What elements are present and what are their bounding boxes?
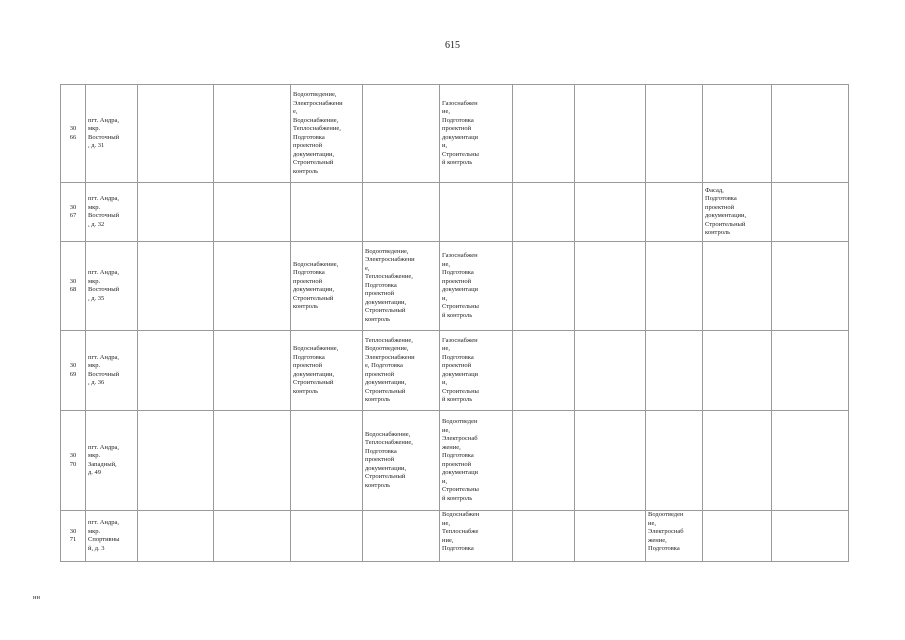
cell-text: Водоснабжение, Теплоснабжение, Подготовка проектной документации, Строительный контроль xyxy=(365,430,413,489)
work-type-cell xyxy=(291,411,363,511)
address-cell xyxy=(86,85,138,183)
cell-text: Газоснабжен ие, Подготовка проектной документаци и, Строительны й контроль xyxy=(442,336,479,403)
work-type-cell xyxy=(440,242,513,331)
empty-cell xyxy=(772,331,849,411)
work-type-cell xyxy=(291,511,363,562)
empty-cell xyxy=(214,331,291,411)
work-type-cell xyxy=(440,331,513,411)
cell-text: 30 68 xyxy=(69,277,77,293)
work-type-cell xyxy=(703,331,772,411)
cell-text: пгт. Андра, мкр. Спортивны й, д. 3 xyxy=(88,519,120,552)
empty-cell xyxy=(214,411,291,511)
empty-cell xyxy=(772,242,849,331)
cell-text: 30 66 xyxy=(69,125,77,141)
row-number-cell xyxy=(61,411,86,511)
empty-cell xyxy=(575,242,646,331)
empty-cell xyxy=(575,183,646,242)
work-type-cell xyxy=(513,511,575,562)
row-number-cell xyxy=(61,242,86,331)
work-type-cell xyxy=(646,511,703,562)
work-type-cell xyxy=(363,411,440,511)
work-type-cell xyxy=(703,411,772,511)
work-type-cell xyxy=(363,242,440,331)
address-cell xyxy=(86,411,138,511)
work-type-cell xyxy=(513,411,575,511)
table-row xyxy=(61,242,849,331)
cell-text: Водоснабжение, Подготовка проектной документации, Строительный контроль xyxy=(293,345,339,395)
empty-cell xyxy=(575,411,646,511)
cell-text: Фасад, Подготовка проектной документации, Строительный контроль xyxy=(705,186,747,236)
work-type-cell xyxy=(363,511,440,562)
table-row xyxy=(61,331,849,411)
work-type-cell xyxy=(703,242,772,331)
empty-cell xyxy=(138,183,214,242)
address-cell xyxy=(86,242,138,331)
cell-text: пгт. Андра, мкр. Восточный , д. 32 xyxy=(88,195,120,228)
work-type-cell xyxy=(646,242,703,331)
empty-cell xyxy=(138,511,214,562)
empty-cell xyxy=(214,85,291,183)
work-type-cell xyxy=(703,183,772,242)
work-type-cell xyxy=(363,331,440,411)
cell-text: Водоотведение, Электроснабжени e, Водоснабжение, Теплоснабжение, Подготовка проектной документации, Строительный контроль xyxy=(293,91,343,175)
work-type-cell xyxy=(513,85,575,183)
table-row xyxy=(61,411,849,511)
cell-text: пгт. Андра, мкр. Западный, д. 49 xyxy=(88,443,119,476)
table-row xyxy=(61,183,849,242)
work-type-cell xyxy=(363,183,440,242)
work-type-cell xyxy=(440,511,513,562)
work-type-cell xyxy=(440,85,513,183)
cell-text: 30 67 xyxy=(69,203,77,219)
cell-text: Водоотведен ие, Электроснаб жение, Подготовка проектной документаци и, Строительны й контроль xyxy=(442,418,479,502)
empty-cell xyxy=(772,411,849,511)
cell-text: Газоснабжен ие, Подготовка проектной документаци и, Строительны й контроль xyxy=(442,99,479,166)
footer-mark: нн xyxy=(33,594,40,601)
address-cell xyxy=(86,331,138,411)
work-type-cell xyxy=(513,183,575,242)
address-cell xyxy=(86,511,138,562)
cell-text: пгт. Андра, мкр. Восточный , д. 31 xyxy=(88,116,120,149)
cell-text: пгт. Андра, мкр. Восточный , д. 36 xyxy=(88,353,120,386)
row-number-cell xyxy=(61,511,86,562)
work-type-cell xyxy=(291,183,363,242)
empty-cell xyxy=(575,85,646,183)
repair-schedule-table xyxy=(60,84,849,562)
empty-cell xyxy=(138,411,214,511)
empty-cell xyxy=(575,511,646,562)
work-type-cell xyxy=(291,331,363,411)
address-cell xyxy=(86,183,138,242)
work-type-cell xyxy=(646,411,703,511)
cell-text: пгт. Андра, мкр. Восточный , д. 35 xyxy=(88,269,120,302)
row-number-cell xyxy=(61,331,86,411)
empty-cell xyxy=(214,183,291,242)
empty-cell xyxy=(138,85,214,183)
empty-cell xyxy=(772,85,849,183)
empty-cell xyxy=(214,242,291,331)
row-number-cell xyxy=(61,183,86,242)
work-type-cell xyxy=(291,85,363,183)
empty-cell xyxy=(575,331,646,411)
table-row xyxy=(61,85,849,183)
cell-text: Газоснабжен ие, Подготовка проектной документаци и, Строительны й контроль xyxy=(442,252,479,319)
work-type-cell xyxy=(646,85,703,183)
work-type-cell xyxy=(646,331,703,411)
cell-text: 30 70 xyxy=(69,452,77,468)
work-type-cell xyxy=(513,331,575,411)
empty-cell xyxy=(772,183,849,242)
cell-text: Теплоснабжение, Водоотведение, Электроснабжени e, Подготовка проектной документации, Строительный контроль xyxy=(365,336,415,403)
cell-text: 30 69 xyxy=(69,362,77,378)
work-type-cell xyxy=(513,242,575,331)
empty-cell xyxy=(214,511,291,562)
cell-text: Водоснабжение, Подготовка проектной документации, Строительный контроль xyxy=(293,260,339,310)
work-type-cell xyxy=(646,183,703,242)
cell-text: Водоснабжен ие, Теплоснабже ние, Подготовка xyxy=(442,511,480,552)
work-type-cell xyxy=(291,242,363,331)
empty-cell xyxy=(138,331,214,411)
work-type-cell xyxy=(440,411,513,511)
page-number: 615 xyxy=(445,40,460,51)
work-type-cell xyxy=(363,85,440,183)
empty-cell xyxy=(138,242,214,331)
empty-cell xyxy=(772,511,849,562)
work-type-cell xyxy=(703,85,772,183)
table-row xyxy=(61,511,849,562)
cell-text: 30 71 xyxy=(69,527,77,543)
work-type-cell xyxy=(440,183,513,242)
work-type-cell xyxy=(703,511,772,562)
cell-text: Водоотведение, Электроснабжени e, Теплоснабжение, Подготовка проектной документации, Строительный контроль xyxy=(365,247,415,323)
cell-text: Водоотведен ие, Электроснаб жение, Подготовка xyxy=(648,511,684,552)
row-number-cell xyxy=(61,85,86,183)
